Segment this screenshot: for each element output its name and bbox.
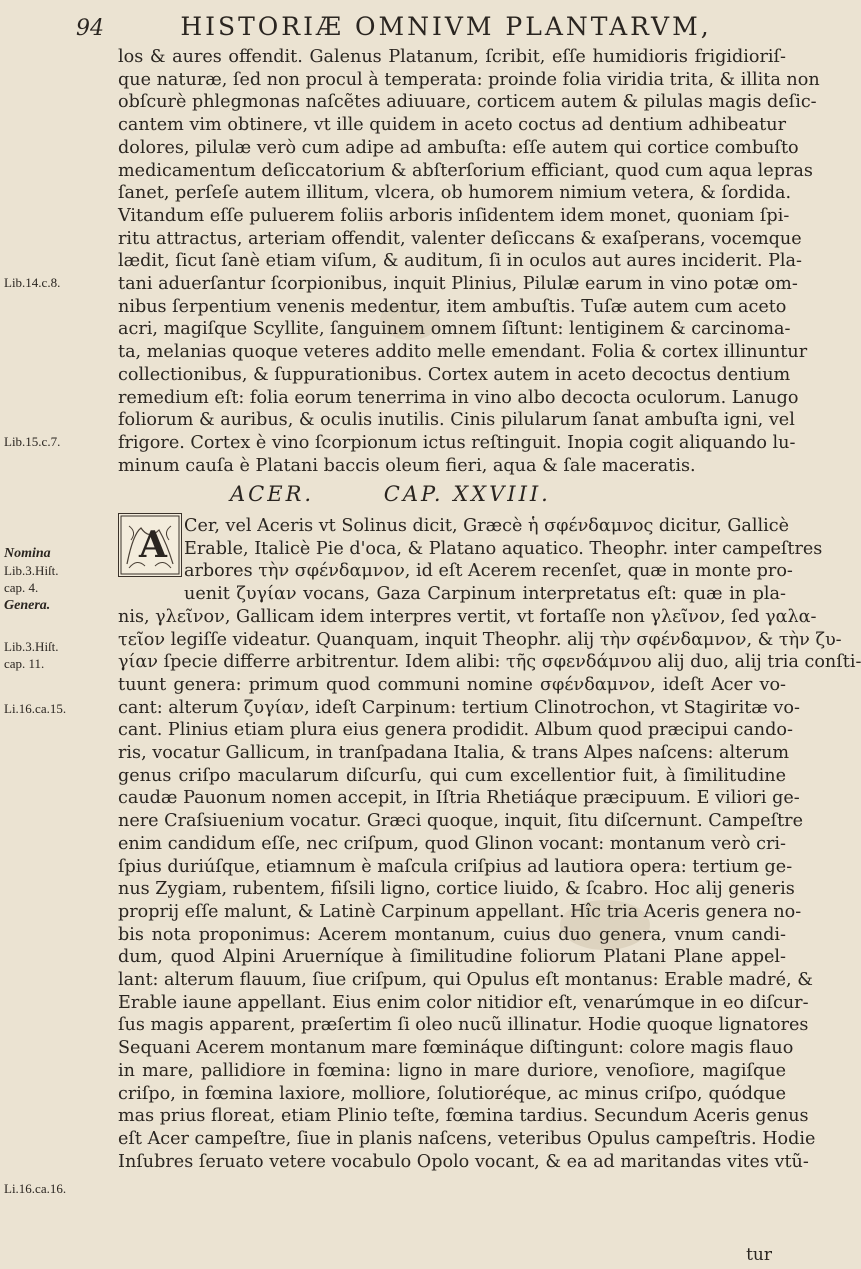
margin-note: cap. 4. <box>4 580 39 595</box>
initial-letter: A <box>139 524 167 566</box>
margin-note: Lib.15.c.7. <box>4 434 61 449</box>
text-line: nis, γλεῖνον, Gallicam idem interpres vertit, vt fortaſſe non γλεῖνον, ſed γαλα- <box>118 606 817 627</box>
catchword: tur <box>746 1245 772 1265</box>
chapter-heading <box>230 482 730 506</box>
text-line: Erable iaune appellant. Eius enim color nitidior eſt, venarúmque in eo diſcur- <box>118 992 809 1013</box>
running-title: HISTORIÆ OMNIVM PLANTARVM, <box>180 12 712 41</box>
paragraph-platanus <box>118 46 820 477</box>
text-line: tuunt genera: primum quod communi nomine σφένδαμνον, ideſt Acer vo- <box>118 674 786 695</box>
margin-heading: Nomina <box>4 546 51 561</box>
text-line: nibus ſerpentium venenis medentur, item ambuſtis. Tuſæ autem cum aceto <box>118 296 787 317</box>
text-line: caudæ Pauonum nomen accepit, in Iſtria Rhetiáque præcipuum. E viliori ge- <box>118 788 800 809</box>
margin-heading: Genera. <box>4 598 51 613</box>
text-line: uenit ζυγίαν vocans, Gaza Carpinum interpretatus eſt: quæ in pla- <box>184 584 786 605</box>
text-line: Cer, vel Aceris vt Solinus dicit, Græcè ἡ σφένδαμνος dicitur, Gallicè <box>184 516 790 536</box>
text-line: in mare, pallidiore in fœmina: ligno in mare duriore, venoſiore, magiſque <box>118 1060 786 1081</box>
text-line: Inſubres ſeruato vetere vocabulo Opolo vocant, & ea ad maritandas vites vtũ- <box>118 1151 809 1172</box>
margin-note: Lib.14.c.8. <box>4 275 61 290</box>
text-line: dolores, pilulæ verò cum adipe ad ambuſta: eſſe autem qui cortice combuſto <box>118 137 799 158</box>
margin-note: Lib.3.Hiſt. <box>4 639 59 654</box>
text-line: ſus magis apparent, præſertim ſi oleo nucũ illinatur. Hodie quoque lignatores <box>118 1015 809 1036</box>
chapter-number: CAP. XXVIII. <box>383 482 551 506</box>
margin-note: Li.16.ca.16. <box>4 1181 67 1196</box>
page-header <box>76 12 776 46</box>
text-line: proprij eſſe malunt, & Latinè Carpinum appellant. Hîc tria Aceris genera no- <box>118 901 802 922</box>
text-line: eſt Acer campeſtre, ſiue in planis naſcens, veteribus Opulus campeſtris. Hodie <box>118 1128 816 1149</box>
text-line: frigore. Cortex è vino ſcorpionum ictus reſtinguit. Inopia cogit aliquando lu- <box>118 432 796 453</box>
margin-note: Lib.3.Hiſt. <box>4 563 59 578</box>
text-line: minum cauſa è Platani baccis oleum fieri, aqua & ſale maceratis. <box>118 455 696 476</box>
text-line: genus criſpo macularum diſcurſu, qui cum excellentior fuit, à ſimilitudine <box>118 765 786 786</box>
margin-note: cap. 11. <box>4 656 45 671</box>
text-line: mas prius floreat, etiam Plinio teſte, fœmina tardius. Secundum Aceris genus <box>118 1106 809 1127</box>
text-line: ris, vocatur Gallicum, in tranſpadana Italia, & trans Alpes naſcens: alterum <box>118 743 790 764</box>
margin-label-nomina <box>4 544 114 562</box>
text-line: cant: alterum ζυγίαν, ideſt Carpinum: tertium Clinotrochon, vt Stagiritæ vo- <box>118 697 800 718</box>
text-line: criſpo, in fœmina laxiore, molliore, ſolutioréque, ac minus criſpo, quódque <box>118 1083 786 1104</box>
text-line: nere Craſsiuenium vocatur. Græci quoque, inquit, ſitu diſcernunt. Campeſtre <box>118 811 803 832</box>
text-line: bis nota proponimus: Acerem montanum, cuius duo genera, vnum candi- <box>118 924 786 945</box>
text-line: arbores τὴν σφένδαμνον, id eſt Acerem recenſet, quæ in monte pro- <box>184 561 793 582</box>
text-line: los & aures offendit. Galenus Platanum, ſcribit, eſſe humidioris frigidioriſ- <box>118 47 786 67</box>
text-line: remedium eſt: folia eorum tenerrima in vino albo decocta oculorum. Lanugo <box>118 387 799 408</box>
paragraph-acer <box>118 515 861 1173</box>
text-line: enim candidum eſſe, nec criſpum, quod Glinon vocant: montanum verò cri- <box>118 833 786 854</box>
text-line: nus Zygiam, rubentem, fiſsili ligno, cortice liuido, & ſcabro. Hoc alij generis <box>118 879 795 900</box>
text-line: ſpius duriúſque, etiamnum è maſcula criſpius ad lautiora opera: tertium ge- <box>118 856 793 877</box>
text-line: Erable, Italicè Pie d'oca, & Platano aquatico. Theophr. inter campeſtres <box>184 538 823 559</box>
text-line: lant: alterum flauum, ſiue criſpum, qui Opulus eſt montanus: Erable madré, & <box>118 970 813 991</box>
margin-label-genera <box>4 596 114 614</box>
chapter-title: ACER. <box>230 482 315 506</box>
text-line: obſcurè phlegmonas naſcẽtes adiuuare, corticem autem & pilulas magis deſic- <box>118 92 817 113</box>
text-line: acri, magiſque Scyllite, ſanguinem omnem ſiſtunt: lentiginem & carcinoma- <box>118 319 791 340</box>
text-line: Vitandum eſſe puluerem foliis arboris inſidentem idem monet, quoniam ſpi- <box>118 205 790 226</box>
text-line: tani aduerſantur ſcorpionibus, inquit Plinius, Pilulæ earum in vino potæ om- <box>118 274 798 295</box>
page-number: 94 <box>76 16 104 41</box>
text-line: que naturæ, ſed non procul à temperata: proinde folia viridia trita, & illita non <box>118 69 820 90</box>
text-line: ſanet, perſeſe autem illitum, vlcera, ob humorem nimium vetera, & ſordida. <box>118 183 792 204</box>
text-line: ta, melanias quoque veteres addito melle emendant. Folia & cortex illinuntur <box>118 342 808 363</box>
text-line: cant. Plinius etiam plura eius genera prodidit. Album quod præcipui cando- <box>118 720 793 741</box>
text-line: lædit, ſicut ſanè etiam viſum, & auditum, ſi in oculos aut aures inciderit. Pla- <box>118 251 802 272</box>
text-line: Sequani Acerem montanum mare fœmináque diſtingunt: colore magis flauo <box>118 1038 794 1059</box>
text-line: τεῖον legiſſe videatur. Quanquam, inquit Theophr. alij τὴν σφένδαμνον, & τὴν ζυ- <box>118 629 842 650</box>
text-line: γίαν ſpecie differre arbitrentur. Idem alibi: τῆς σφενδάμνου alij duo, alij tria conſti- <box>118 652 861 673</box>
text-line: dum, quod Alpini Aruerníque à ſimilitudine foliorum Platani Plane appel- <box>118 947 786 968</box>
text-line: collectionibus, & ſuppurationibus. Cortex autem in aceto decoctus dentium <box>118 364 791 385</box>
text-line: cantem vim obtinere, vt ille quidem in aceto coctus ad dentium adhibeatur <box>118 115 786 136</box>
text-line: medicamentum deſiccatorium & abſterſorium efficiant, quod cum aqua lepras <box>118 160 813 181</box>
text-line: foliorum & auribus, & oculis inutilis. Cinis pilularum ſanat ambuſta igni, vel <box>118 410 795 431</box>
margin-note: Li.16.ca.15. <box>4 701 67 716</box>
text-line: ritu attractus, arteriam offendit, valenter deſiccans & exaſperans, vocemque <box>118 228 802 249</box>
